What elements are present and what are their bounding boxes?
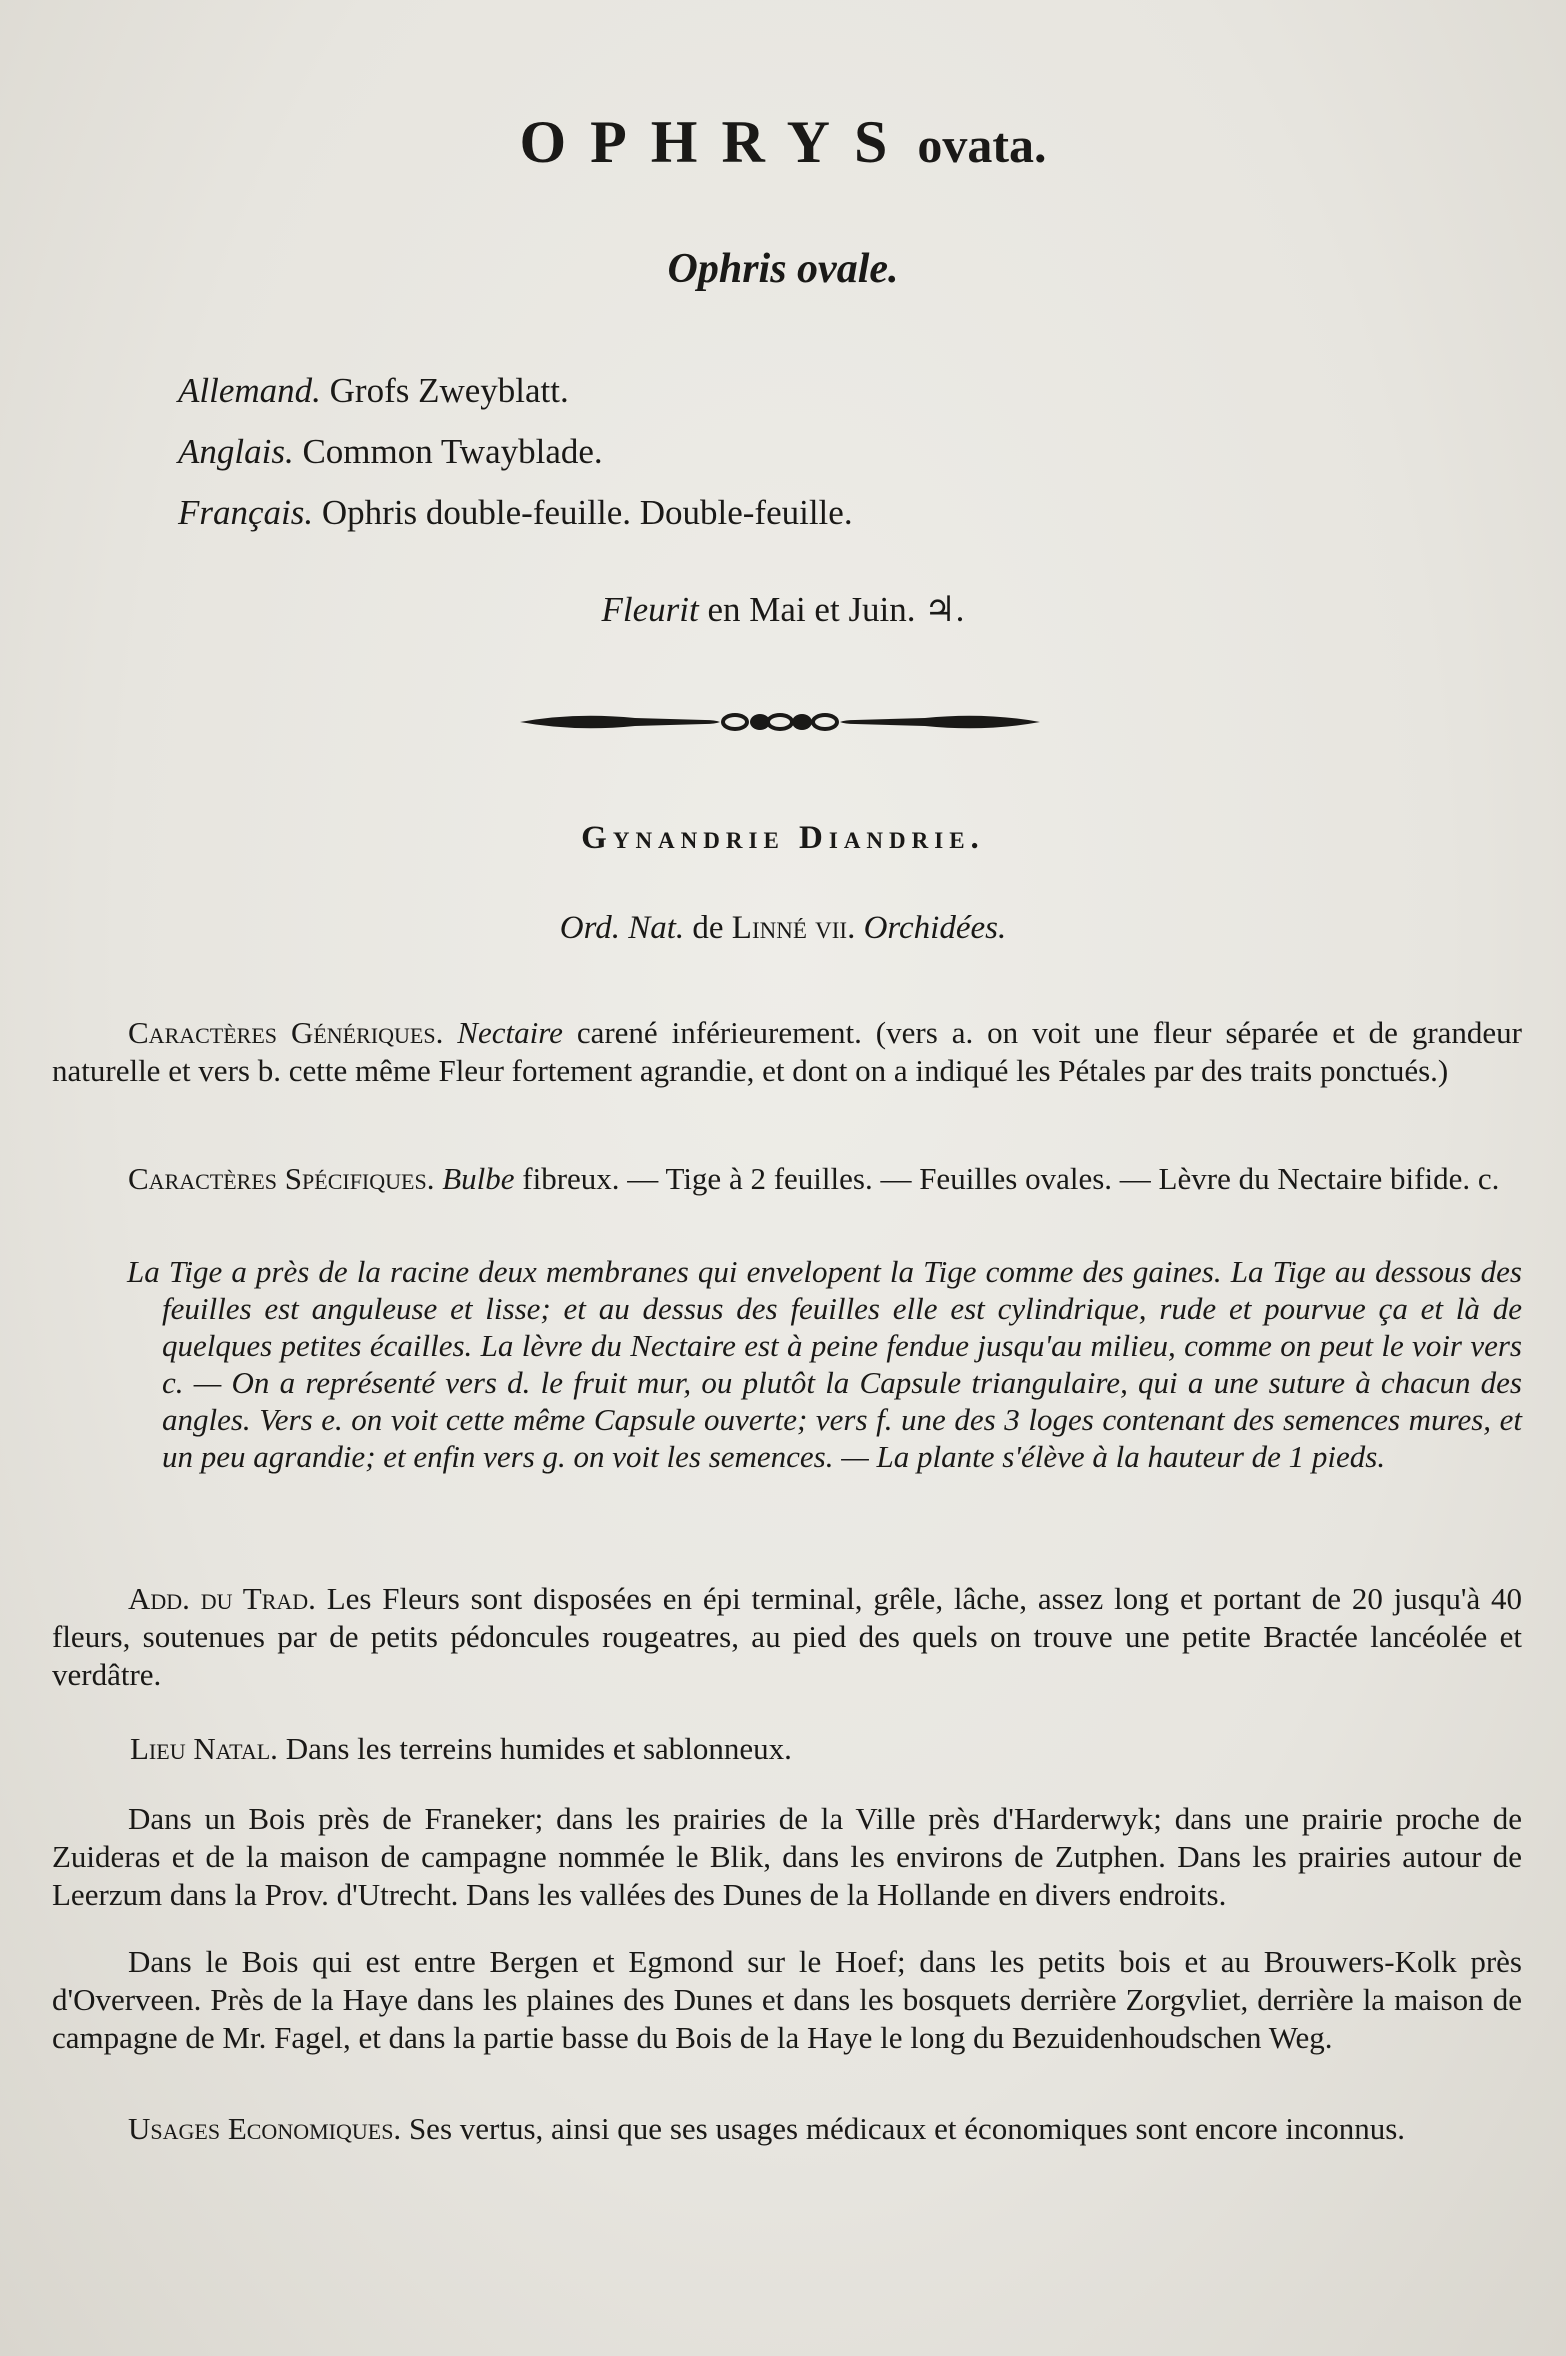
ord-family: Orchidées. xyxy=(863,910,1007,946)
common-names-list xyxy=(178,360,853,543)
page-title xyxy=(0,108,1566,177)
paragraph-text: fibreux. — Tige à 2 feuilles. — Feuilles ovales. — Lèvre du Nectaire bifide. c. xyxy=(522,1161,1500,1196)
paragraph-heading: Add. du Trad. xyxy=(128,1581,316,1616)
localities-paragraph-1: Dans un Bois près de Franeker; dans les prairies de la Ville près d'Harderwyk; dans une prairie proche de Zuideras et de la maison de campagne nommée le Blik, dans les environs de Zutphen. Dans les prairies autour de Leerzum dans la Prov. d'Utrecht. Dans les vallées des Dunes de la Hollande en divers endroits. xyxy=(52,1801,1522,1912)
paragraph-text: carené inférieurement. (vers a. on voit une fleur séparée et de grandeur naturelle et vers b. cette même Fleur fortement agrandie, et dont on a indiqué les Pétales par des traits ponctués.) xyxy=(52,1015,1522,1088)
paragraph-heading: Usages Economiques. xyxy=(128,2111,402,2146)
habitat-paragraph xyxy=(130,1730,1520,1768)
generic-characters-paragraph xyxy=(52,1014,1522,1090)
species-name: ovata. xyxy=(917,117,1047,173)
ord-label: Ord. Nat. xyxy=(559,910,685,946)
paragraph-heading: Caractères Spécifiques. xyxy=(128,1161,435,1196)
ord-number: vii. xyxy=(815,910,856,946)
paragraph-term: Nectaire xyxy=(457,1015,563,1050)
common-name-english xyxy=(178,421,853,482)
classification-heading: Gynandrie Diandrie. xyxy=(581,820,985,856)
ord-de: de xyxy=(692,910,724,946)
common-name: Ophris double-feuille. Double-feuille. xyxy=(321,493,853,532)
common-name: Common Twayblade. xyxy=(302,432,603,471)
paragraph-text: Ses vertus, ainsi que ses usages médicaux et économiques sont encore inconnus. xyxy=(408,2111,1406,2146)
genus-name: OPHRYS xyxy=(519,109,912,175)
paragraph-term: Bulbe xyxy=(442,1161,515,1196)
paragraph-heading: Lieu Natal. xyxy=(130,1731,278,1766)
common-name-french xyxy=(178,482,853,543)
economic-uses-paragraph xyxy=(52,2110,1522,2148)
flowering-label: Fleurit xyxy=(601,590,699,629)
localities-paragraph-2: Dans le Bois qui est entre Bergen et Egmond sur le Hoef; dans les petits bois et au Brouwers-Kolk près d'Overveen. Près de la Haye dans les plaines des Dunes et dans les bosquets derrière Zorgvliet, derrière la maison de campagne de Mr. Fagel, et dans la partie basse du Bois de la Haye le long du Bezuidenhoudschen Weg. xyxy=(52,1944,1522,2055)
paragraph-text: Les Fleurs sont disposées en épi terminal, grêle, lâche, assez long et portant de 20 jusqu'à 40 fleurs, soutenues par de petits pédoncules rougeatres, au pied des quels on trouve une petite Bractée lancéolée et verdâtre. xyxy=(52,1581,1523,1692)
paragraph-heading: Caractères Génériques. xyxy=(128,1015,444,1050)
paragraph-text: Dans les terreins humides et sablonneux. xyxy=(285,1731,792,1766)
ord-author: Linné xyxy=(731,910,807,946)
language-label: Allemand. xyxy=(178,371,321,410)
flowering-text: en Mai et Juin. xyxy=(707,590,916,629)
translator-note-paragraph xyxy=(52,1580,1522,1694)
common-name: Grofs Zweyblatt. xyxy=(329,371,569,410)
language-label: Français. xyxy=(178,493,314,532)
common-name-german xyxy=(178,360,853,421)
language-label: Anglais. xyxy=(178,432,294,471)
ornament-divider-icon xyxy=(515,702,1045,742)
description-paragraph: La Tige a près de la racine deux membranes qui envelopent la Tige comme des gaines. La Tige au dessous des feuilles est anguleuse et lisse; et au dessus des feuilles elle est cylindrique, rude et pourvue ça et là de quelques petites écailles. La lèvre du Nectaire est à peine fendue jusqu'au milieu, comme on peut le voir vers c. — On a représenté vers d. le fruit mur, ou plutôt la Capsule triangulaire, qui a une suture à chacun des angles. Vers e. on voit cette même Capsule ouverte; vers f. une des 3 loges contenant des semences mures, et un peu agrandie; et enfin vers g. on voit les semences. — La plante s'élève à la hauteur de 1 pieds. xyxy=(127,1254,1522,1474)
french-subtitle: Ophris ovale. xyxy=(667,246,899,292)
specific-characters-paragraph xyxy=(52,1160,1522,1198)
flowering-line xyxy=(0,590,1566,630)
natural-order-line xyxy=(0,910,1566,947)
perennial-symbol: ♃. xyxy=(924,590,965,629)
